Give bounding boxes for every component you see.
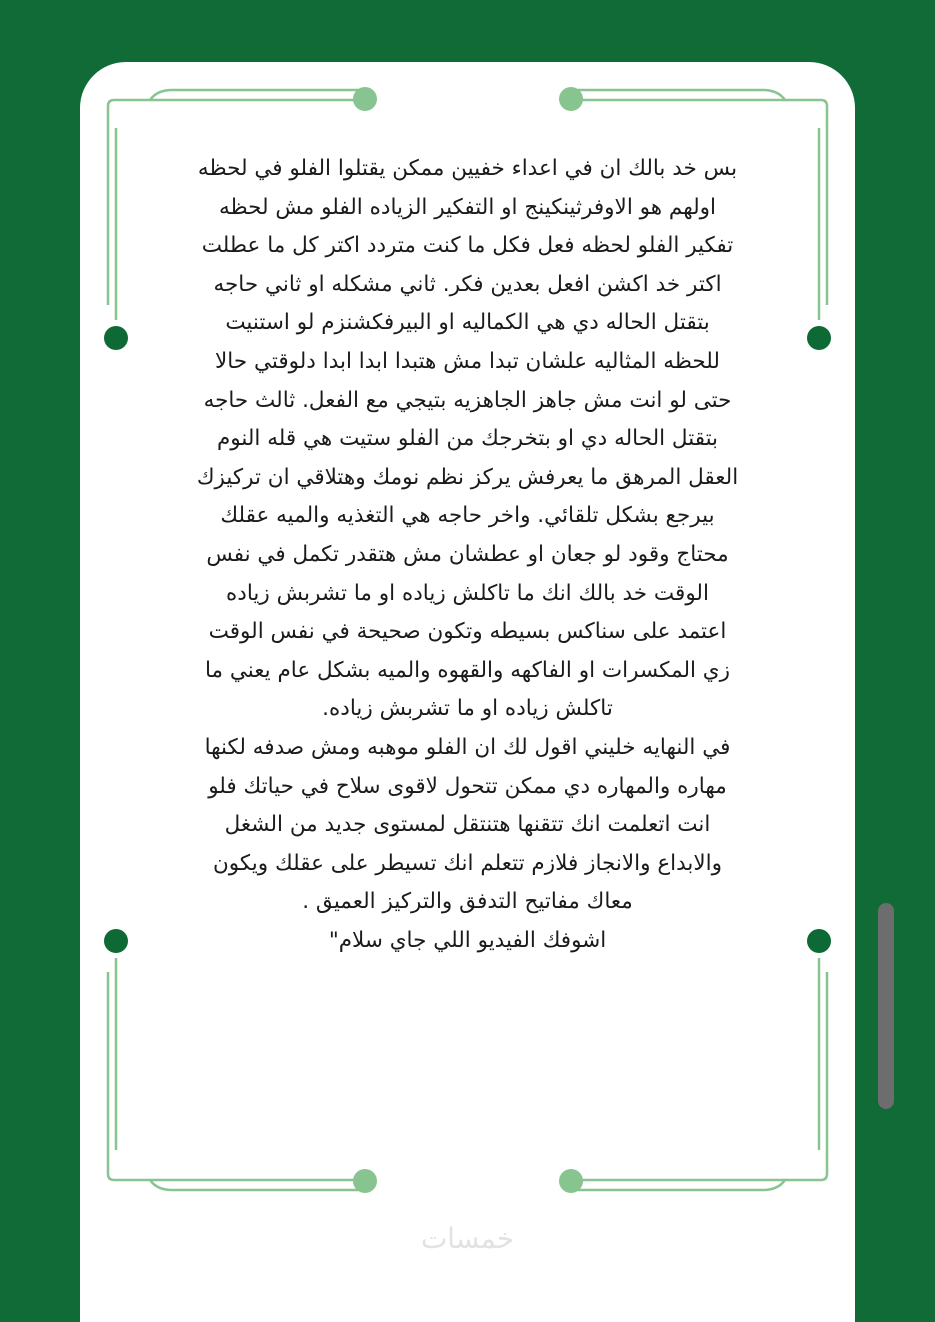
text-line: اكتر خد اكشن افعل بعدين فكر. ثاني مشكله او ثاني حاجه (213, 271, 722, 297)
text-line: بس خد بالك ان في اعداء خفيين ممكن يقتلوا الفلو في لحظه (197, 156, 738, 181)
text-line: الوقت خد بالك انك ما تاكلش زياده او ما تشربش زياده (226, 580, 709, 606)
text-line: للحظه المثاليه علشان تبدا مش هتبدا ابدا ابدا دلوقتي حالا (215, 348, 720, 374)
text-line: تفكير الفلو لحظه فعل فكل ما كنت متردد اكتر كل ما عطلت (201, 233, 734, 259)
text-line: العقل المرهق ما يعرفش يركز نظم نومك وهتلاقي ان تركيزك (196, 464, 739, 490)
text-line: محتاج وقود لو جعان او عطشان مش هتقدر تكمل في نفس (206, 541, 729, 567)
text-line: والابداع والانجاز فلازم تتعلم انك تسيطر على عقلك ويكون (212, 850, 723, 876)
text-line: اعتمد على سناكس بسيطه وتكون صحيحة في نفس الوقت (208, 619, 727, 645)
text-line: مهاره والمهاره دي ممكن تتحول لاقوى سلاح في حياتك فلو (208, 773, 727, 799)
right-green-border (855, 0, 935, 1280)
text-line: اولهم هو الاوفرثينكينج او التفكير الزياده الفلو مش لحظه (218, 194, 717, 220)
text-line: زي المكسرات او الفاكهه والقهوه والميه بشكل عام يعني ما (204, 657, 731, 683)
text-line: تاكلش زياده او ما تشربش زياده. (322, 696, 613, 722)
text-line: اشوفك الفيديو اللي جاي سلام" (328, 927, 607, 953)
watermark-logo: خمسات (420, 1222, 515, 1255)
text-line: حتى لو انت مش جاهز الجاهزيه بتيجي مع الفعل. ثالث حاجه (203, 387, 732, 413)
text-line: في النهايه خليني اقول لك ان الفلو موهبه ومش صدفه لكنها (204, 734, 731, 760)
text-line: معاك مفاتيح التدفق والتركيز العميق . (302, 889, 633, 915)
scrollbar-thumb[interactable] (878, 903, 894, 1109)
text-line: بتقتل الحاله دي هي الكماليه او البيرفكشنزم لو استنيت (225, 310, 710, 336)
text-line: بيرجع بشكل تلقائي. واخر حاجه هي التغذيه والميه عقلك (220, 503, 715, 529)
text-line: بتقتل الحاله دي او بتخرجك من الفلو ستيت هي قله النوم (216, 426, 719, 452)
text-line: انت اتعلمت انك تتقنها هتنتقل لمستوى جديد من الشغل (224, 812, 711, 838)
article-text (130, 150, 805, 960)
left-green-border (0, 0, 82, 1280)
